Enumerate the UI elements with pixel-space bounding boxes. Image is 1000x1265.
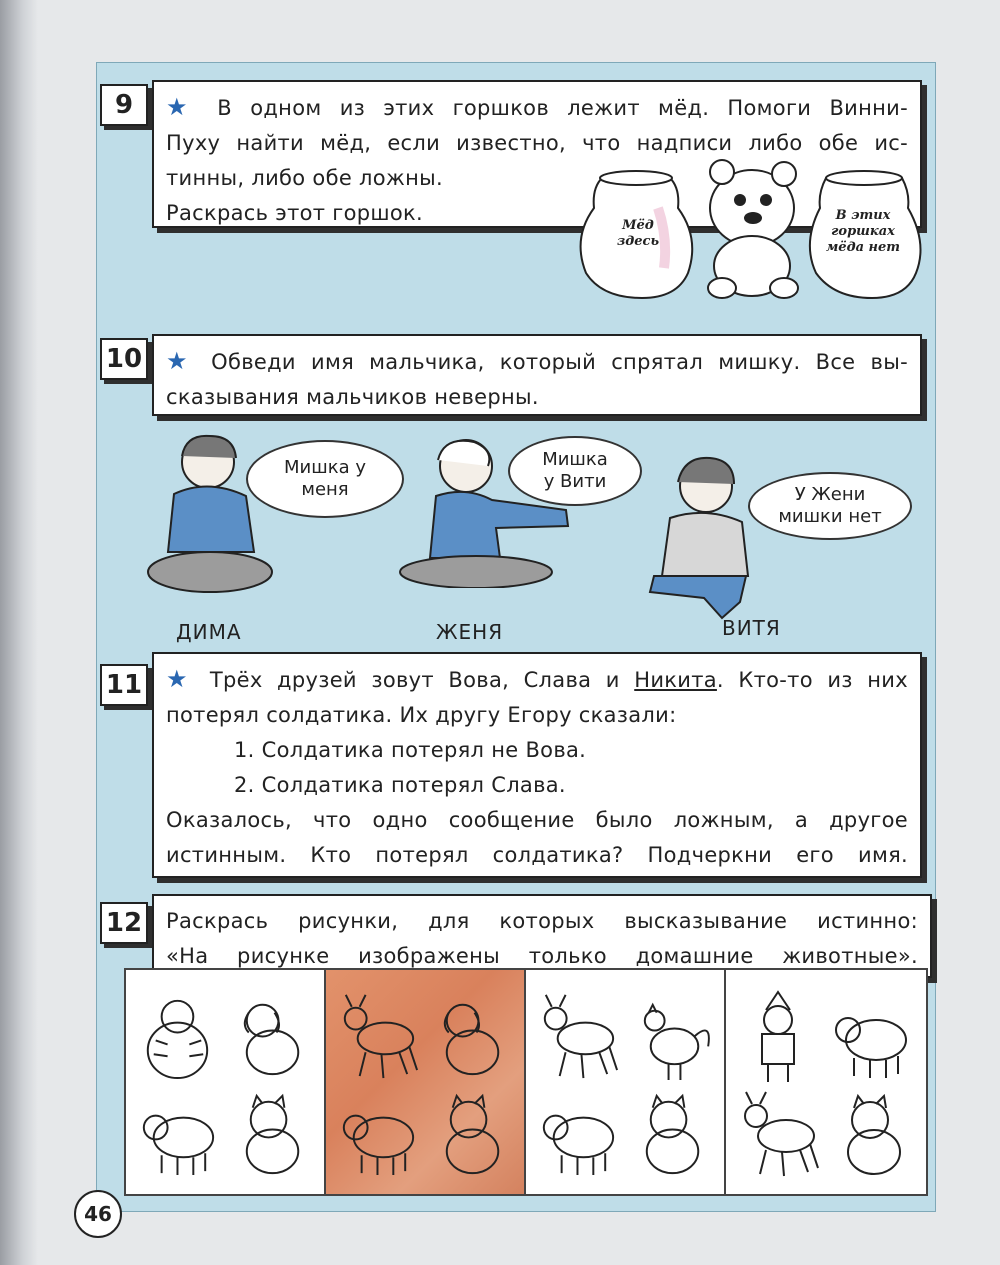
goat-icon bbox=[745, 1092, 818, 1176]
task-9-line-3: тинны, либо обе ложны. bbox=[166, 166, 443, 190]
gnome-icon bbox=[762, 992, 794, 1082]
name-zhenya[interactable]: ЖЕНЯ bbox=[436, 620, 504, 644]
puppy-icon bbox=[245, 1005, 298, 1074]
kitten-icon bbox=[848, 1096, 900, 1174]
picture-cell-1-drawing bbox=[126, 970, 324, 1194]
task-9-line-2: Пуху найти мёд, если известно, что надписи либо обе ис- bbox=[166, 131, 908, 155]
picture-cell-3[interactable] bbox=[526, 970, 726, 1194]
task-12-number: 12 bbox=[100, 902, 148, 944]
task-11-statement-1: 1. Солдатика потерял не Вова. bbox=[234, 738, 587, 762]
pot-left-label: Мёд здесь bbox=[616, 218, 660, 249]
name-vitya[interactable]: ВИТЯ bbox=[722, 616, 781, 640]
picture-cell-4[interactable] bbox=[726, 970, 926, 1194]
task-9-line-4: Раскрась этот горшок. bbox=[166, 201, 424, 225]
tiger-cub-icon bbox=[148, 1001, 207, 1078]
star-icon: ★ bbox=[166, 93, 200, 121]
bubble-zhenya-text: Мишка у Вити bbox=[542, 449, 608, 492]
rooster-icon bbox=[645, 1005, 709, 1080]
bubble-vitya-text: У Жени мишки нет bbox=[778, 484, 882, 527]
task-11-statement-2: 2. Солдатика потерял Слава. bbox=[234, 773, 566, 797]
name-dima[interactable]: ДИМА bbox=[176, 620, 242, 644]
boy-vitya-figure bbox=[634, 452, 764, 622]
task-10-number: 10 bbox=[100, 338, 148, 380]
honey-pots-illustration bbox=[572, 148, 924, 300]
kitten-icon bbox=[647, 1096, 698, 1173]
task-12-line-1: Раскрась рисунки, для которых высказывание истинно: bbox=[166, 909, 918, 933]
kitten-icon bbox=[247, 1096, 298, 1173]
task-10-line-1: ★ Обведи имя мальчика, который спрятал мишку. Все вы- bbox=[166, 347, 908, 375]
picture-cell-2-drawing bbox=[326, 970, 524, 1194]
boy-vitya-icon bbox=[634, 452, 764, 622]
task-9-number: 9 bbox=[100, 84, 148, 126]
bear-icon bbox=[708, 160, 798, 298]
task-11-text bbox=[152, 652, 922, 878]
kitten-icon bbox=[447, 1096, 498, 1173]
bubble-dima bbox=[246, 440, 404, 518]
bubble-vitya bbox=[748, 472, 912, 540]
star-icon: ★ bbox=[166, 665, 196, 693]
task-12-line-2: «На рисунке изображены только домашние животные». bbox=[166, 944, 918, 968]
goat-icon bbox=[545, 995, 617, 1078]
page-number: 46 bbox=[74, 1190, 122, 1238]
task-11-number: 11 bbox=[100, 664, 148, 706]
picture-cell-4-drawing bbox=[726, 970, 926, 1194]
task-11-line-5: Оказалось, что одно сообщение было ложным, а другое bbox=[166, 808, 908, 832]
task-12-text bbox=[152, 894, 932, 978]
task-11-line-1: ★ Трёх друзей зовут Вова, Слава и Никита. Кто-то из них bbox=[166, 665, 908, 693]
task-11-line-2: потерял солдатика. Их другу Егору сказали: bbox=[166, 703, 677, 727]
piglet-icon bbox=[144, 1116, 213, 1175]
picture-cell-1[interactable] bbox=[126, 970, 326, 1194]
task-11-line-6: истинным. Кто потерял солдатика? Подчеркни его имя. bbox=[166, 843, 908, 867]
name-nikita[interactable]: Никита bbox=[634, 668, 717, 692]
picture-cell-3-drawing bbox=[526, 970, 724, 1194]
picture-cell-2[interactable] bbox=[326, 970, 526, 1194]
piglet-icon bbox=[344, 1116, 413, 1175]
task-10-line-2: сказывания мальчиков неверны. bbox=[166, 385, 539, 409]
page-binding-edge bbox=[0, 0, 38, 1265]
puppy-icon bbox=[445, 1005, 498, 1074]
piglet-icon bbox=[544, 1116, 613, 1175]
bubble-zhenya bbox=[508, 436, 642, 506]
task-9-line-1: ★ В одном из этих горшков лежит мёд. Помоги Винни- bbox=[166, 93, 908, 121]
bubble-dima-text: Мишка у меня bbox=[284, 457, 366, 500]
animal-picture-grid bbox=[124, 968, 928, 1196]
goat-icon bbox=[345, 995, 417, 1078]
pot-right-label: В этих горшках мёда нет bbox=[825, 208, 901, 255]
star-icon: ★ bbox=[166, 347, 196, 375]
task-10-text bbox=[152, 334, 922, 416]
piglet-icon bbox=[836, 1018, 906, 1078]
